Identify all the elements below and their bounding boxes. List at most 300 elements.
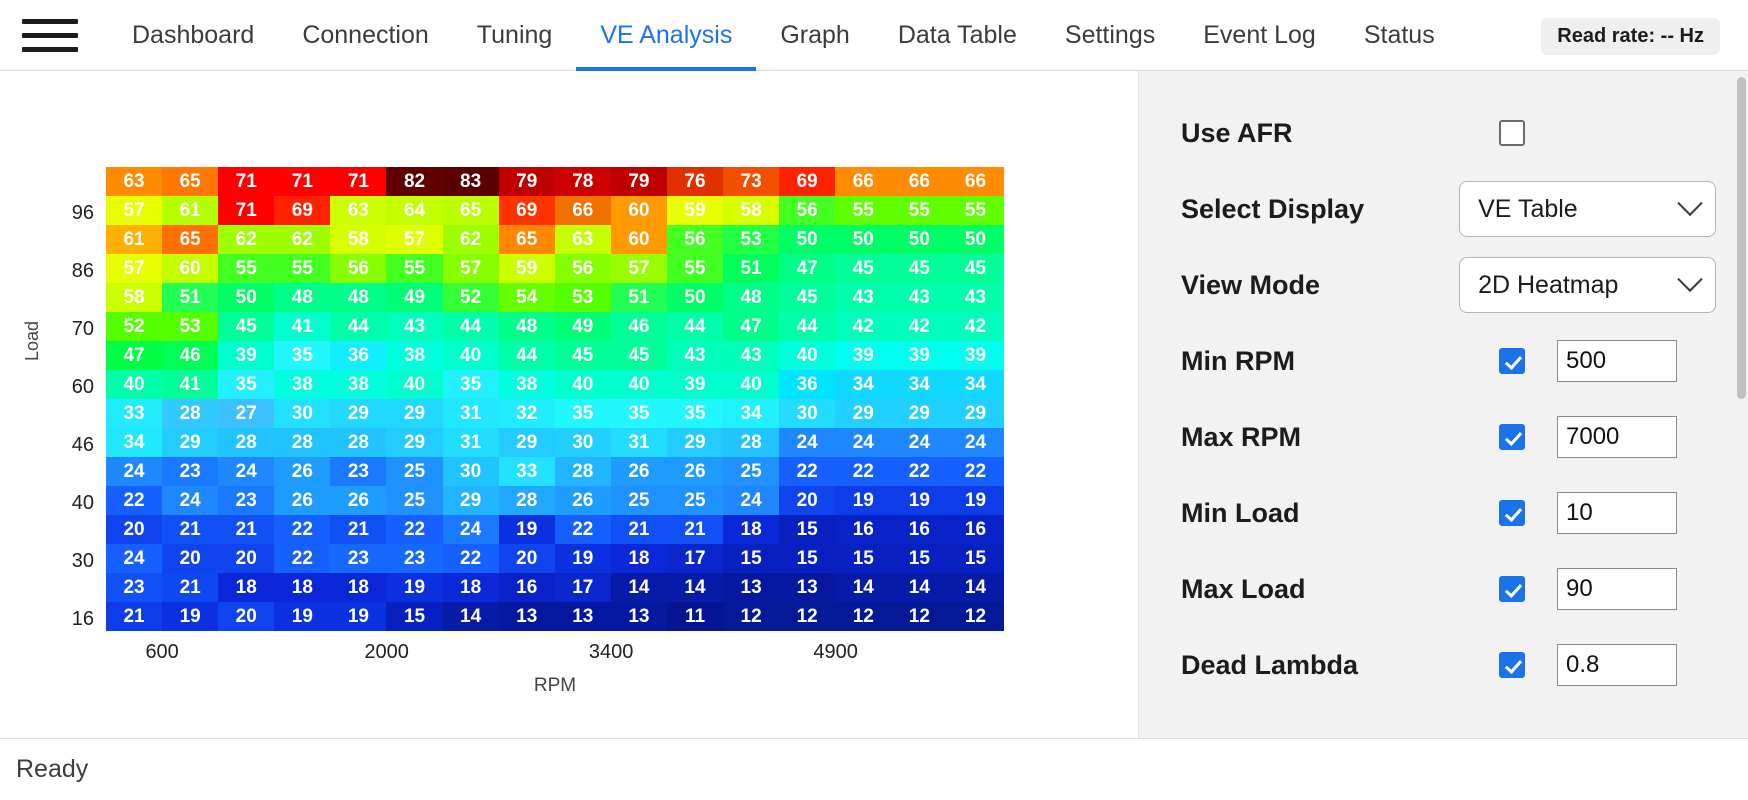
heatmap-cell[interactable]: 14 — [443, 602, 499, 631]
tab-settings[interactable]: Settings — [1064, 20, 1156, 49]
heatmap-cell[interactable]: 24 — [106, 457, 162, 486]
heatmap-cell[interactable]: 16 — [835, 515, 891, 544]
heatmap-cell[interactable]: 55 — [218, 254, 274, 283]
heatmap-cell[interactable]: 21 — [667, 515, 723, 544]
tab-status[interactable]: Status — [1363, 20, 1435, 49]
checkbox-dead-lambda[interactable] — [1499, 652, 1525, 678]
heatmap-cell[interactable]: 22 — [947, 457, 1003, 486]
heatmap-cell[interactable]: 15 — [835, 544, 891, 573]
heatmap-cell[interactable]: 21 — [330, 515, 386, 544]
heatmap-cell[interactable]: 65 — [443, 196, 499, 225]
heatmap-cell[interactable]: 82 — [386, 167, 442, 196]
heatmap-cell[interactable]: 20 — [499, 544, 555, 573]
heatmap-cell[interactable]: 56 — [667, 225, 723, 254]
heatmap-cell[interactable]: 50 — [947, 225, 1003, 254]
heatmap-cell[interactable]: 40 — [443, 341, 499, 370]
heatmap-cell[interactable]: 21 — [162, 515, 218, 544]
x-axis-tick: 4900 — [813, 641, 858, 663]
checkbox-max-load[interactable] — [1499, 576, 1525, 602]
heatmap-cell[interactable]: 45 — [218, 312, 274, 341]
heatmap-cell[interactable]: 33 — [499, 457, 555, 486]
heatmap-cell[interactable]: 57 — [611, 254, 667, 283]
heatmap-cell[interactable]: 25 — [723, 457, 779, 486]
heatmap-cell[interactable]: 48 — [723, 283, 779, 312]
heatmap-cell[interactable]: 45 — [891, 254, 947, 283]
heatmap-cell[interactable]: 23 — [330, 544, 386, 573]
heatmap-cell[interactable]: 43 — [723, 341, 779, 370]
heatmap-cell[interactable]: 24 — [891, 428, 947, 457]
heatmap-cell[interactable]: 33 — [106, 399, 162, 428]
y-axis-tick: 16 — [71, 608, 94, 630]
heatmap-cell[interactable]: 45 — [779, 283, 835, 312]
heatmap-cell[interactable]: 62 — [218, 225, 274, 254]
heatmap-cell[interactable]: 42 — [835, 312, 891, 341]
heatmap-cell[interactable]: 24 — [835, 428, 891, 457]
heatmap-cell[interactable]: 40 — [779, 341, 835, 370]
heatmap-cell[interactable]: 20 — [218, 544, 274, 573]
heatmap-cell[interactable]: 28 — [330, 428, 386, 457]
heatmap-cell[interactable]: 50 — [891, 225, 947, 254]
heatmap-cell[interactable]: 58 — [330, 225, 386, 254]
heatmap-cell[interactable]: 39 — [947, 341, 1003, 370]
heatmap-cell[interactable]: 60 — [611, 196, 667, 225]
heatmap-cell[interactable]: 41 — [274, 312, 330, 341]
heatmap-cell[interactable]: 43 — [947, 283, 1003, 312]
heatmap-cell[interactable]: 36 — [779, 370, 835, 399]
heatmap-cell[interactable]: 22 — [386, 515, 442, 544]
heatmap-cell[interactable]: 22 — [274, 544, 330, 573]
heatmap-cell[interactable]: 16 — [947, 515, 1003, 544]
heatmap-cell[interactable]: 26 — [667, 457, 723, 486]
input-max-load[interactable] — [1557, 568, 1677, 610]
heatmap-cell[interactable]: 20 — [218, 602, 274, 631]
heatmap-cell[interactable]: 45 — [835, 254, 891, 283]
select-view-mode[interactable] — [1459, 257, 1716, 313]
heatmap-cell[interactable]: 15 — [779, 544, 835, 573]
heatmap-cell[interactable]: 19 — [274, 602, 330, 631]
heatmap-cell[interactable]: 30 — [779, 399, 835, 428]
heatmap-cell[interactable]: 42 — [947, 312, 1003, 341]
heatmap-cell[interactable]: 19 — [330, 602, 386, 631]
heatmap-cell[interactable]: 13 — [779, 573, 835, 602]
heatmap-cell[interactable]: 19 — [499, 515, 555, 544]
heatmap-cell[interactable]: 48 — [499, 312, 555, 341]
heatmap-cell[interactable]: 69 — [499, 196, 555, 225]
heatmap-cell[interactable]: 45 — [555, 341, 611, 370]
heatmap-cell[interactable]: 30 — [274, 399, 330, 428]
heatmap-cell[interactable]: 44 — [443, 312, 499, 341]
heatmap-cell[interactable]: 29 — [443, 486, 499, 515]
heatmap-grid[interactable] — [106, 167, 1004, 631]
heatmap-cell[interactable]: 38 — [386, 341, 442, 370]
heatmap-cell[interactable]: 30 — [443, 457, 499, 486]
heatmap-cell[interactable]: 23 — [386, 544, 442, 573]
heatmap-cell[interactable]: 18 — [723, 515, 779, 544]
input-max-rpm[interactable] — [1557, 416, 1677, 458]
heatmap-cell[interactable]: 40 — [611, 370, 667, 399]
checkbox-min-load[interactable] — [1499, 500, 1525, 526]
heatmap-cell[interactable]: 42 — [891, 312, 947, 341]
control-label-min-rpm: Min RPM — [1181, 345, 1295, 376]
heatmap-cell[interactable]: 39 — [891, 341, 947, 370]
heatmap-cell[interactable]: 26 — [555, 486, 611, 515]
heatmap-cell[interactable]: 25 — [611, 486, 667, 515]
heatmap-cell[interactable]: 26 — [330, 486, 386, 515]
heatmap-cell[interactable]: 14 — [891, 573, 947, 602]
settings-scrollbar-thumb[interactable] — [1737, 77, 1746, 399]
y-axis-tick: 86 — [71, 260, 94, 282]
heatmap-cell[interactable]: 12 — [891, 602, 947, 631]
heatmap-cell[interactable]: 83 — [443, 167, 499, 196]
heatmap-cell[interactable]: 13 — [611, 602, 667, 631]
heatmap-cell[interactable]: 56 — [779, 196, 835, 225]
heatmap-cell[interactable]: 66 — [555, 196, 611, 225]
heatmap-cell[interactable]: 59 — [667, 196, 723, 225]
heatmap-cell[interactable]: 18 — [443, 573, 499, 602]
heatmap-cell[interactable]: 71 — [218, 196, 274, 225]
heatmap-cell[interactable]: 48 — [274, 283, 330, 312]
heatmap-cell[interactable]: 48 — [330, 283, 386, 312]
heatmap-cell[interactable]: 19 — [835, 486, 891, 515]
heatmap-cell[interactable]: 41 — [162, 370, 218, 399]
heatmap-cell[interactable]: 51 — [611, 283, 667, 312]
heatmap-cell[interactable]: 50 — [667, 283, 723, 312]
heatmap-cell[interactable]: 55 — [835, 196, 891, 225]
heatmap-cell[interactable]: 15 — [779, 515, 835, 544]
heatmap-cell[interactable]: 14 — [947, 573, 1003, 602]
heatmap-cell[interactable]: 26 — [611, 457, 667, 486]
heatmap-cell[interactable]: 35 — [218, 370, 274, 399]
heatmap-cell[interactable]: 47 — [723, 312, 779, 341]
heatmap-cell[interactable]: 35 — [611, 399, 667, 428]
tab-ve-analysis[interactable]: VE Analysis — [576, 0, 756, 71]
heatmap-cell[interactable]: 39 — [667, 370, 723, 399]
input-min-load[interactable] — [1557, 492, 1677, 534]
heatmap-cell[interactable]: 57 — [106, 196, 162, 225]
heatmap-cell[interactable]: 56 — [330, 254, 386, 283]
heatmap-cell[interactable]: 14 — [667, 573, 723, 602]
heatmap-cell[interactable]: 18 — [218, 573, 274, 602]
heatmap-cell[interactable]: 15 — [891, 544, 947, 573]
heatmap-cell[interactable]: 53 — [555, 283, 611, 312]
heatmap-cell[interactable]: 60 — [611, 225, 667, 254]
heatmap-cell[interactable]: 17 — [667, 544, 723, 573]
heatmap-cell[interactable]: 18 — [330, 573, 386, 602]
heatmap-cell[interactable]: 34 — [947, 370, 1003, 399]
heatmap-cell[interactable]: 49 — [555, 312, 611, 341]
heatmap-cell[interactable]: 78 — [555, 167, 611, 196]
heatmap-cell[interactable]: 43 — [667, 341, 723, 370]
heatmap-cell[interactable]: 39 — [218, 341, 274, 370]
heatmap-cell[interactable]: 38 — [499, 370, 555, 399]
heatmap-cell[interactable]: 25 — [386, 457, 442, 486]
heatmap-cell[interactable]: 29 — [330, 399, 386, 428]
tab-data-table[interactable]: Data Table — [897, 20, 1017, 49]
heatmap-cell[interactable]: 29 — [386, 399, 442, 428]
heatmap-cell[interactable]: 50 — [835, 225, 891, 254]
heatmap-chart — [0, 71, 1138, 711]
heatmap-cell[interactable]: 45 — [611, 341, 667, 370]
heatmap-cell[interactable]: 19 — [162, 602, 218, 631]
heatmap-cell[interactable]: 21 — [611, 515, 667, 544]
heatmap-cell[interactable]: 13 — [723, 573, 779, 602]
heatmap-cell[interactable]: 44 — [330, 312, 386, 341]
heatmap-cell[interactable]: 40 — [386, 370, 442, 399]
heatmap-cell[interactable]: 66 — [947, 167, 1003, 196]
heatmap-cell[interactable]: 69 — [779, 167, 835, 196]
heatmap-cell[interactable]: 79 — [611, 167, 667, 196]
heatmap-cell[interactable]: 50 — [779, 225, 835, 254]
heatmap-cell[interactable]: 28 — [499, 486, 555, 515]
axis-ticks-x — [106, 641, 1004, 667]
heatmap-cell[interactable]: 22 — [835, 457, 891, 486]
heatmap-cell[interactable]: 16 — [891, 515, 947, 544]
heatmap-cell[interactable]: 71 — [274, 167, 330, 196]
heatmap-cell[interactable]: 30 — [555, 428, 611, 457]
heatmap-cell[interactable]: 29 — [667, 428, 723, 457]
heatmap-cell[interactable]: 12 — [779, 602, 835, 631]
heatmap-cell[interactable]: 56 — [555, 254, 611, 283]
heatmap-cell[interactable]: 19 — [386, 573, 442, 602]
heatmap-cell[interactable]: 22 — [891, 457, 947, 486]
heatmap-cell[interactable]: 34 — [723, 399, 779, 428]
heatmap-cell[interactable]: 31 — [611, 428, 667, 457]
hamburger-menu-icon[interactable] — [22, 19, 86, 52]
checkbox-use-afr[interactable] — [1499, 120, 1525, 146]
heatmap-cell[interactable]: 24 — [106, 544, 162, 573]
heatmap-cell[interactable]: 22 — [274, 515, 330, 544]
heatmap-cell[interactable]: 25 — [386, 486, 442, 515]
heatmap-cell[interactable]: 55 — [891, 196, 947, 225]
heatmap-cell[interactable]: 51 — [162, 283, 218, 312]
tab-tuning[interactable]: Tuning — [476, 20, 553, 49]
control-label-min-load: Min Load — [1181, 497, 1300, 528]
heatmap-cell[interactable]: 38 — [330, 370, 386, 399]
heatmap-cell[interactable]: 19 — [891, 486, 947, 515]
heatmap-cell[interactable]: 23 — [106, 573, 162, 602]
heatmap-cell[interactable]: 55 — [667, 254, 723, 283]
heatmap-cell[interactable]: 71 — [218, 167, 274, 196]
heatmap-cell[interactable]: 34 — [891, 370, 947, 399]
heatmap-cell[interactable]: 24 — [723, 486, 779, 515]
heatmap-cell[interactable]: 25 — [667, 486, 723, 515]
heatmap-cell[interactable]: 16 — [499, 573, 555, 602]
heatmap-cell[interactable]: 29 — [891, 399, 947, 428]
heatmap-cell[interactable]: 57 — [443, 254, 499, 283]
heatmap-cell[interactable]: 24 — [779, 428, 835, 457]
heatmap-cell[interactable]: 29 — [947, 399, 1003, 428]
heatmap-cell[interactable]: 32 — [499, 399, 555, 428]
heatmap-cell[interactable]: 63 — [555, 225, 611, 254]
heatmap-cell[interactable]: 13 — [499, 602, 555, 631]
heatmap-cell[interactable]: 63 — [330, 196, 386, 225]
tab-event-log[interactable]: Event Log — [1203, 20, 1316, 49]
tab-graph[interactable]: Graph — [780, 20, 850, 49]
y-axis-tick: 70 — [71, 318, 94, 340]
heatmap-cell[interactable]: 40 — [723, 370, 779, 399]
heatmap-cell[interactable]: 65 — [499, 225, 555, 254]
axis-ticks-y — [50, 167, 94, 629]
heatmap-cell[interactable]: 35 — [443, 370, 499, 399]
tab-connection[interactable]: Connection — [302, 20, 429, 49]
heatmap-cell[interactable]: 29 — [386, 428, 442, 457]
input-dead-lambda[interactable] — [1557, 644, 1677, 686]
heatmap-cell[interactable]: 52 — [106, 312, 162, 341]
heatmap-cell[interactable]: 22 — [779, 457, 835, 486]
heatmap-cell[interactable]: 58 — [723, 196, 779, 225]
heatmap-cell[interactable]: 55 — [386, 254, 442, 283]
heatmap-cell[interactable]: 61 — [106, 225, 162, 254]
heatmap-cell[interactable]: 45 — [947, 254, 1003, 283]
heatmap-cell[interactable]: 57 — [386, 225, 442, 254]
heatmap-cell[interactable]: 21 — [218, 515, 274, 544]
heatmap-cell[interactable]: 21 — [106, 602, 162, 631]
heatmap-cell[interactable]: 20 — [779, 486, 835, 515]
heatmap-cell[interactable]: 59 — [499, 254, 555, 283]
heatmap-cell[interactable]: 29 — [162, 428, 218, 457]
heatmap-cell[interactable]: 65 — [162, 225, 218, 254]
heatmap-cell[interactable]: 23 — [330, 457, 386, 486]
heatmap-cell[interactable]: 43 — [386, 312, 442, 341]
ve-heatmap-pane — [0, 71, 1138, 800]
input-min-rpm[interactable] — [1557, 340, 1677, 382]
heatmap-cell[interactable]: 62 — [443, 225, 499, 254]
heatmap-cell[interactable]: 20 — [162, 544, 218, 573]
heatmap-cell[interactable]: 11 — [667, 602, 723, 631]
heatmap-cell[interactable]: 66 — [835, 167, 891, 196]
heatmap-cell[interactable]: 58 — [106, 283, 162, 312]
heatmap-cell[interactable]: 34 — [835, 370, 891, 399]
heatmap-cell[interactable]: 29 — [499, 428, 555, 457]
heatmap-cell[interactable]: 12 — [947, 602, 1003, 631]
heatmap-cell[interactable]: 46 — [611, 312, 667, 341]
heatmap-cell[interactable]: 65 — [162, 167, 218, 196]
heatmap-cell[interactable]: 35 — [667, 399, 723, 428]
heatmap-cell[interactable]: 40 — [106, 370, 162, 399]
heatmap-cell[interactable]: 49 — [386, 283, 442, 312]
heatmap-cell[interactable]: 43 — [835, 283, 891, 312]
heatmap-cell[interactable]: 79 — [499, 167, 555, 196]
heatmap-cell[interactable]: 22 — [443, 544, 499, 573]
heatmap-cell[interactable]: 12 — [835, 602, 891, 631]
heatmap-cell[interactable]: 15 — [386, 602, 442, 631]
heatmap-cell[interactable]: 43 — [891, 283, 947, 312]
heatmap-cell[interactable]: 12 — [723, 602, 779, 631]
heatmap-cell[interactable]: 47 — [106, 341, 162, 370]
heatmap-cell[interactable]: 28 — [723, 428, 779, 457]
heatmap-cell[interactable]: 21 — [162, 573, 218, 602]
heatmap-cell[interactable]: 54 — [499, 283, 555, 312]
heatmap-cell[interactable]: 26 — [274, 486, 330, 515]
heatmap-cell[interactable]: 14 — [611, 573, 667, 602]
heatmap-cell[interactable]: 29 — [835, 399, 891, 428]
heatmap-cell[interactable]: 61 — [162, 196, 218, 225]
heatmap-cell[interactable]: 24 — [947, 428, 1003, 457]
top-navigation-bar — [0, 0, 1748, 71]
heatmap-cell[interactable]: 28 — [218, 428, 274, 457]
heatmap-cell[interactable]: 55 — [947, 196, 1003, 225]
heatmap-cell[interactable]: 44 — [667, 312, 723, 341]
heatmap-cell[interactable]: 24 — [162, 486, 218, 515]
control-label-max-rpm: Max RPM — [1181, 421, 1302, 452]
select-value-view-mode: 2D Heatmap — [1478, 270, 1619, 299]
heatmap-cell[interactable]: 44 — [779, 312, 835, 341]
heatmap-cell[interactable]: 24 — [218, 457, 274, 486]
heatmap-cell[interactable]: 51 — [723, 254, 779, 283]
heatmap-cell[interactable]: 76 — [667, 167, 723, 196]
heatmap-cell[interactable]: 28 — [274, 428, 330, 457]
heatmap-cell[interactable]: 53 — [723, 225, 779, 254]
heatmap-cell[interactable]: 15 — [947, 544, 1003, 573]
control-label-dead-lambda: Dead Lambda — [1181, 649, 1359, 680]
heatmap-cell[interactable]: 26 — [274, 457, 330, 486]
heatmap-cell[interactable]: 66 — [891, 167, 947, 196]
heatmap-cell[interactable]: 53 — [162, 312, 218, 341]
heatmap-cell[interactable]: 38 — [274, 370, 330, 399]
heatmap-cell[interactable]: 47 — [779, 254, 835, 283]
heatmap-cell[interactable]: 34 — [106, 428, 162, 457]
heatmap-cell[interactable]: 22 — [106, 486, 162, 515]
heatmap-cell[interactable]: 64 — [386, 196, 442, 225]
heatmap-cell[interactable]: 31 — [443, 399, 499, 428]
heatmap-cell[interactable]: 57 — [106, 254, 162, 283]
heatmap-cell[interactable]: 23 — [162, 457, 218, 486]
heatmap-cell[interactable]: 36 — [330, 341, 386, 370]
x-axis-tick: 3400 — [588, 641, 634, 663]
heatmap-cell[interactable]: 46 — [162, 341, 218, 370]
heatmap-cell[interactable]: 40 — [555, 370, 611, 399]
heatmap-cell[interactable]: 28 — [555, 457, 611, 486]
heatmap-cell[interactable]: 50 — [218, 283, 274, 312]
heatmap-cell[interactable]: 24 — [443, 515, 499, 544]
heatmap-cell[interactable]: 18 — [274, 573, 330, 602]
heatmap-cell[interactable]: 13 — [555, 602, 611, 631]
select-select-display[interactable] — [1459, 181, 1716, 237]
control-row-use-afr — [1139, 95, 1748, 171]
heatmap-cell[interactable]: 73 — [723, 167, 779, 196]
hamburger-bar — [22, 47, 78, 52]
heatmap-cell[interactable]: 71 — [330, 167, 386, 196]
heatmap-cell[interactable]: 31 — [443, 428, 499, 457]
heatmap-cell[interactable]: 55 — [274, 254, 330, 283]
heatmap-cell[interactable]: 35 — [555, 399, 611, 428]
heatmap-cell[interactable]: 60 — [162, 254, 218, 283]
heatmap-cell[interactable]: 22 — [555, 515, 611, 544]
heatmap-cell[interactable]: 23 — [218, 486, 274, 515]
tab-dashboard[interactable]: Dashboard — [132, 20, 255, 49]
heatmap-cell[interactable]: 44 — [499, 341, 555, 370]
heatmap-cell[interactable]: 19 — [947, 486, 1003, 515]
settings-scrollbar[interactable] — [1737, 77, 1746, 717]
heatmap-cell[interactable]: 18 — [611, 544, 667, 573]
heatmap-cell[interactable]: 63 — [106, 167, 162, 196]
heatmap-cell[interactable]: 27 — [218, 399, 274, 428]
heatmap-cell[interactable]: 39 — [835, 341, 891, 370]
heatmap-cell[interactable]: 35 — [274, 341, 330, 370]
heatmap-cell[interactable]: 20 — [106, 515, 162, 544]
heatmap-cell[interactable]: 19 — [555, 544, 611, 573]
control-row-dead-lambda — [1139, 627, 1748, 703]
heatmap-cell[interactable]: 69 — [274, 196, 330, 225]
heatmap-cell[interactable]: 17 — [555, 573, 611, 602]
checkbox-min-rpm[interactable] — [1499, 348, 1525, 374]
heatmap-cell[interactable]: 62 — [274, 225, 330, 254]
heatmap-cell[interactable]: 52 — [443, 283, 499, 312]
heatmap-cell[interactable]: 14 — [835, 573, 891, 602]
heatmap-cell[interactable]: 15 — [723, 544, 779, 573]
checkbox-max-rpm[interactable] — [1499, 424, 1525, 450]
heatmap-cell[interactable]: 28 — [162, 399, 218, 428]
